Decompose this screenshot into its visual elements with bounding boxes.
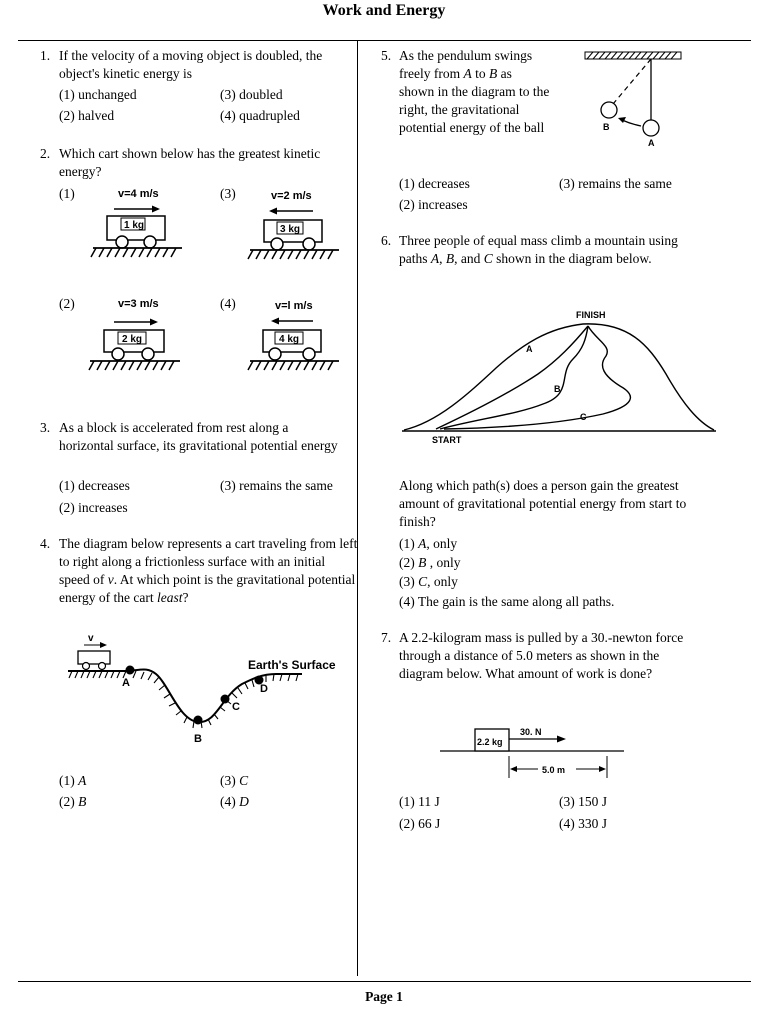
cart-mass-label: 3 kg	[280, 224, 301, 235]
ground-hatch	[248, 361, 333, 370]
question-text: As a block is accelerated from rest along a horizontal surface, its gravitational potential energy	[59, 420, 338, 453]
cart-diagram-3	[247, 184, 347, 264]
pulled-mass-diagram	[438, 722, 628, 784]
path-b	[440, 326, 588, 429]
mountain-diagram	[398, 304, 718, 449]
point-c-marker	[221, 695, 230, 704]
option-4[interactable]: (4) quadrupled	[220, 108, 300, 123]
cart-option-1-label[interactable]: (1)	[59, 186, 75, 201]
svg-text:A: A	[526, 344, 533, 354]
question-5: 5. As the pendulum swings freely from A to B as shown in the diagram to the right, the gravitational potential energy of the ball	[381, 48, 550, 135]
question-text: If the velocity of a moving object is doubled, the object's kinetic energy is	[59, 48, 323, 81]
question-text: The diagram below represents a cart traveling from left to right along a frictionless surface with an initial speed of v. At which point is the gravitational potential energy of the cart least?	[59, 536, 358, 605]
wheel-icon	[116, 236, 128, 248]
svg-text:C: C	[232, 701, 240, 713]
option-4[interactable]: (4) The gain is the same along all paths.	[399, 594, 615, 609]
earth-surface-label: Earth's Surface	[248, 658, 336, 672]
question-4-option-4[interactable]: (4) D	[220, 794, 249, 809]
svg-text:D: D	[260, 683, 268, 695]
option-3[interactable]: (3) remains the same	[220, 478, 333, 493]
page-number: Page 1	[365, 989, 403, 1004]
cart-mass-label: 4 kg	[279, 334, 300, 345]
force-label: 30. N	[520, 727, 542, 737]
svg-text:A: A	[122, 677, 130, 689]
pendulum-diagram	[585, 50, 695, 150]
question-7	[381, 629, 699, 709]
wheel-icon	[99, 663, 106, 670]
arrow-left-icon	[269, 208, 277, 215]
question-5-options	[399, 175, 739, 215]
mass-label: 2.2 kg	[477, 737, 503, 747]
wheel-icon	[144, 236, 156, 248]
cart-option-3-label[interactable]: (3)	[220, 186, 236, 201]
swing-arrow-icon	[618, 117, 626, 123]
question-1	[40, 47, 358, 127]
mountain-outline	[404, 324, 714, 430]
cart-speed-label: v=2 m/s	[271, 190, 312, 202]
option-4[interactable]: (4) 330 J	[559, 816, 607, 831]
option-1[interactable]: (1) decreases	[399, 176, 470, 191]
wheel-icon	[112, 348, 124, 360]
question-number: 1.	[40, 48, 51, 63]
cart-mass-label: 2 kg	[122, 334, 143, 345]
distance-label: 5.0 m	[542, 765, 566, 775]
cart-diagram-1	[88, 184, 188, 264]
cart-mass-label: 1 kg	[124, 220, 145, 231]
question-text: Along which path(s) does a person gain the greatest amount of gravitational potential energy from start to finish?	[399, 478, 687, 529]
ground-hatch	[248, 250, 333, 259]
svg-text:B: B	[603, 122, 610, 132]
option-1[interactable]: (1) A, only	[399, 536, 458, 551]
cart-speed-label: v=l m/s	[275, 300, 313, 312]
ground-hatch	[91, 248, 176, 257]
arrow-right-icon	[150, 319, 158, 326]
question-number: 2.	[40, 146, 51, 161]
question-text: Three people of equal mass climb a mountain using paths A, B, and C shown in the diagram below.	[399, 233, 678, 266]
wheel-icon	[303, 348, 315, 360]
svg-text:A: A	[648, 138, 655, 148]
arrow-left-icon	[510, 766, 517, 772]
wheel-icon	[83, 663, 90, 670]
svg-text:B: B	[554, 384, 561, 394]
option-3[interactable]: (3) doubled	[220, 87, 283, 102]
question-6-prompt	[399, 477, 699, 617]
ground-hatch	[69, 671, 298, 728]
question-3	[40, 419, 358, 519]
wheel-icon	[303, 238, 315, 250]
cart-option-2-label[interactable]: (2)	[59, 296, 75, 311]
pendulum-string-dashed	[613, 59, 651, 104]
svg-text:C: C	[580, 412, 587, 422]
footer-rule	[18, 981, 751, 982]
question-4-option-1[interactable]: (1) A	[59, 773, 87, 788]
question-number: 7.	[381, 630, 392, 645]
cart-diagram-4	[247, 294, 347, 379]
question-4-option-3[interactable]: (3) C	[220, 773, 249, 788]
question-number: 5.	[381, 48, 392, 63]
option-2[interactable]: (2) increases	[59, 500, 128, 515]
question-text: Which cart shown below has the greatest kinetic energy?	[59, 146, 321, 179]
cart-option-4-label[interactable]: (4)	[220, 296, 236, 311]
question-text: A 2.2-kilogram mass is pulled by a 30.-newton force through a distance of 5.0 meters as shown in the diagram below. What amount of work is done?	[399, 630, 684, 681]
svg-text:B: B	[194, 733, 202, 745]
option-2[interactable]: (2) increases	[399, 197, 468, 212]
question-number: 3.	[40, 420, 51, 435]
arrow-right-icon	[599, 766, 606, 772]
option-2[interactable]: (2) 66 J	[399, 816, 441, 831]
ball-a	[643, 120, 659, 136]
question-number: 4.	[40, 536, 51, 551]
start-label: START	[432, 435, 462, 445]
arrow-right-icon	[100, 642, 107, 648]
arrow-left-icon	[271, 318, 279, 325]
cart-speed-label: v=3 m/s	[118, 298, 159, 310]
point-b-marker	[194, 716, 203, 725]
initial-speed-label: v	[88, 633, 94, 644]
header-rule	[18, 40, 751, 41]
option-1[interactable]: (1) unchanged	[59, 87, 137, 102]
option-3[interactable]: (3) remains the same	[559, 176, 672, 191]
force-arrow-icon	[557, 736, 566, 743]
cart-diagram-2	[86, 294, 186, 379]
path-c	[444, 326, 630, 429]
ground-hatch	[89, 361, 174, 370]
wheel-icon	[142, 348, 154, 360]
question-4	[40, 535, 358, 615]
wheel-icon	[269, 348, 281, 360]
point-a-marker	[126, 666, 135, 675]
frictionless-track-diagram	[64, 630, 360, 750]
question-number: 6.	[381, 233, 392, 248]
option-2[interactable]: (2) halved	[59, 108, 115, 123]
cart-body	[78, 651, 110, 664]
page-title: Work and Energy	[322, 2, 446, 19]
option-3[interactable]: (3) C, only	[399, 574, 458, 589]
wheel-icon	[271, 238, 283, 250]
arrow-right-icon	[152, 206, 160, 213]
question-6	[381, 232, 699, 292]
option-1[interactable]: (1) decreases	[59, 478, 130, 493]
cart-speed-label: v=4 m/s	[118, 188, 159, 200]
ball-b	[601, 102, 617, 118]
option-1[interactable]: (1) 11 J	[399, 794, 440, 809]
finish-label: FINISH	[576, 310, 606, 320]
question-4-option-2[interactable]: (2) B	[59, 794, 87, 809]
question-7-options	[399, 793, 739, 833]
option-2[interactable]: (2) B , only	[399, 555, 461, 570]
option-3[interactable]: (3) 150 J	[559, 794, 607, 809]
